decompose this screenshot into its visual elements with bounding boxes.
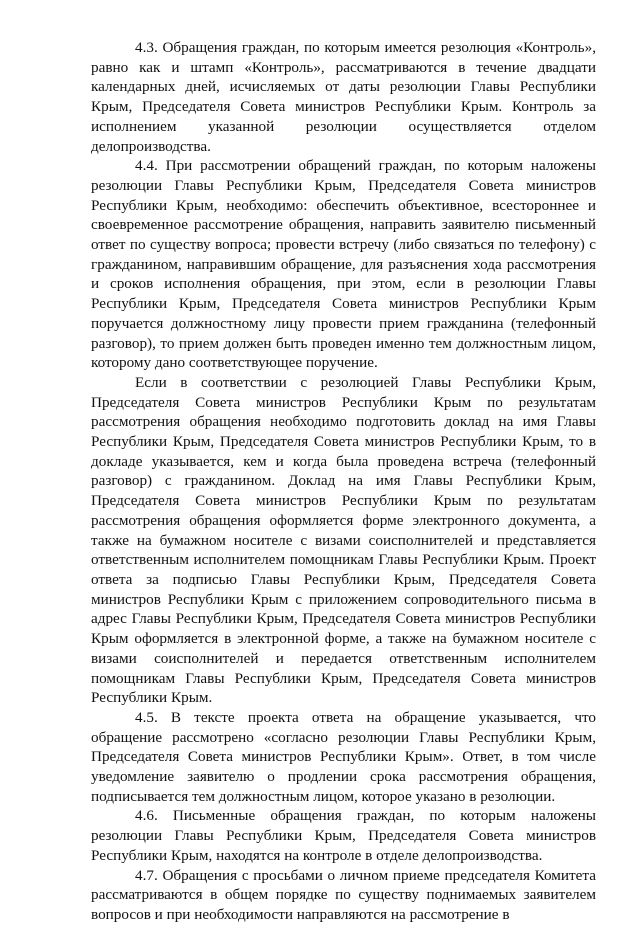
paragraph-4-6: 4.6. Письменные обращения граждан, по которым наложены резолюции Главы Республики Крым, Председателя Совета министров Республики Крым, находятся на контроле в отделе делопроизводства.: [91, 807, 596, 864]
paragraph-4-4-continuation: Если в соответствии с резолюцией Главы Республики Крым, Председателя Совета министров Республики Крым по результатам рассмотрения обращения необходимо подготовить доклад на имя Главы Республики Крым, Председателя Совета министров Республики Крым, то в докладе указывается, кем и когда была проведена встреча (телефонный разговор) с гражданином. Доклад на имя Главы Республики Крым, Председателя Совета министров Республики Крым по результатам рассмотрения обращения оформляется форме электронного документа, а также на бумажном носителе с визами соисполнителей и представляется ответственным исполнителем помощникам Главы Республики Крым. Проект ответа за подписью Главы Республики Крым, Председателя Совета министров Республики Крым с приложением сопроводительного письма в адрес Главы Республики Крым, Председателя Совета министров Республики Крым оформляется в электронной форме, а также на бумажном носителе с визами соисполнителей и передается ответственным исполнителем помощникам Главы Республики Крым, Председателя Совета министров Республики Крым.: [91, 373, 596, 707]
paragraph-4-4: 4.4. При рассмотрении обращений граждан, по которым наложены резолюции Главы Республики Крым, Председателя Совета министров Республики Крым, необходимо: обеспечить объективное, всестороннее и своевременное рассмотрение обращения, направить заявителю письменный ответ по существу вопроса; провести встречу (либо связаться по телефону) с гражданином, направившим обращение, для разъяснения хода рассмотрения и сроков исполнения обращения, при этом, если в резолюции Главы Республики Крым, Председателя Совета министров Республики Крым поручается должностному лицу провести прием гражданина (телефонный разговор), то прием должен быть проведен именно тем должностным лицом, которому дано соответствующее поручение.: [91, 157, 596, 372]
document-page: [91, 38, 596, 925]
paragraph-4-5: 4.5. В тексте проекта ответа на обращение указывается, что обращение рассмотрено «согласно резолюции Главы Республики Крым, Председателя Совета министров Республики Крым». Ответ, в том числе уведомление заявителю о продлении срока рассмотрения обращения, подписывается тем должностным лицом, которое указано в резолюции.: [91, 708, 596, 805]
paragraph-4-7: 4.7. Обращения с просьбами о личном приеме председателя Комитета рассматриваются в общем порядке по существу поднимаемых заявителем вопросов и при необходимости направляются на рассмотрение в: [91, 866, 596, 923]
paragraph-4-3: 4.3. Обращения граждан, по которым имеется резолюция «Контроль», равно как и штамп «Контроль», рассматриваются в течение двадцати календарных дней, исчисляемых от даты резолюции Главы Республики Крым, Председателя Совета министров Республики Крым. Контроль за исполнением указанной резолюции осуществляется отделом делопроизводства.: [91, 39, 596, 155]
